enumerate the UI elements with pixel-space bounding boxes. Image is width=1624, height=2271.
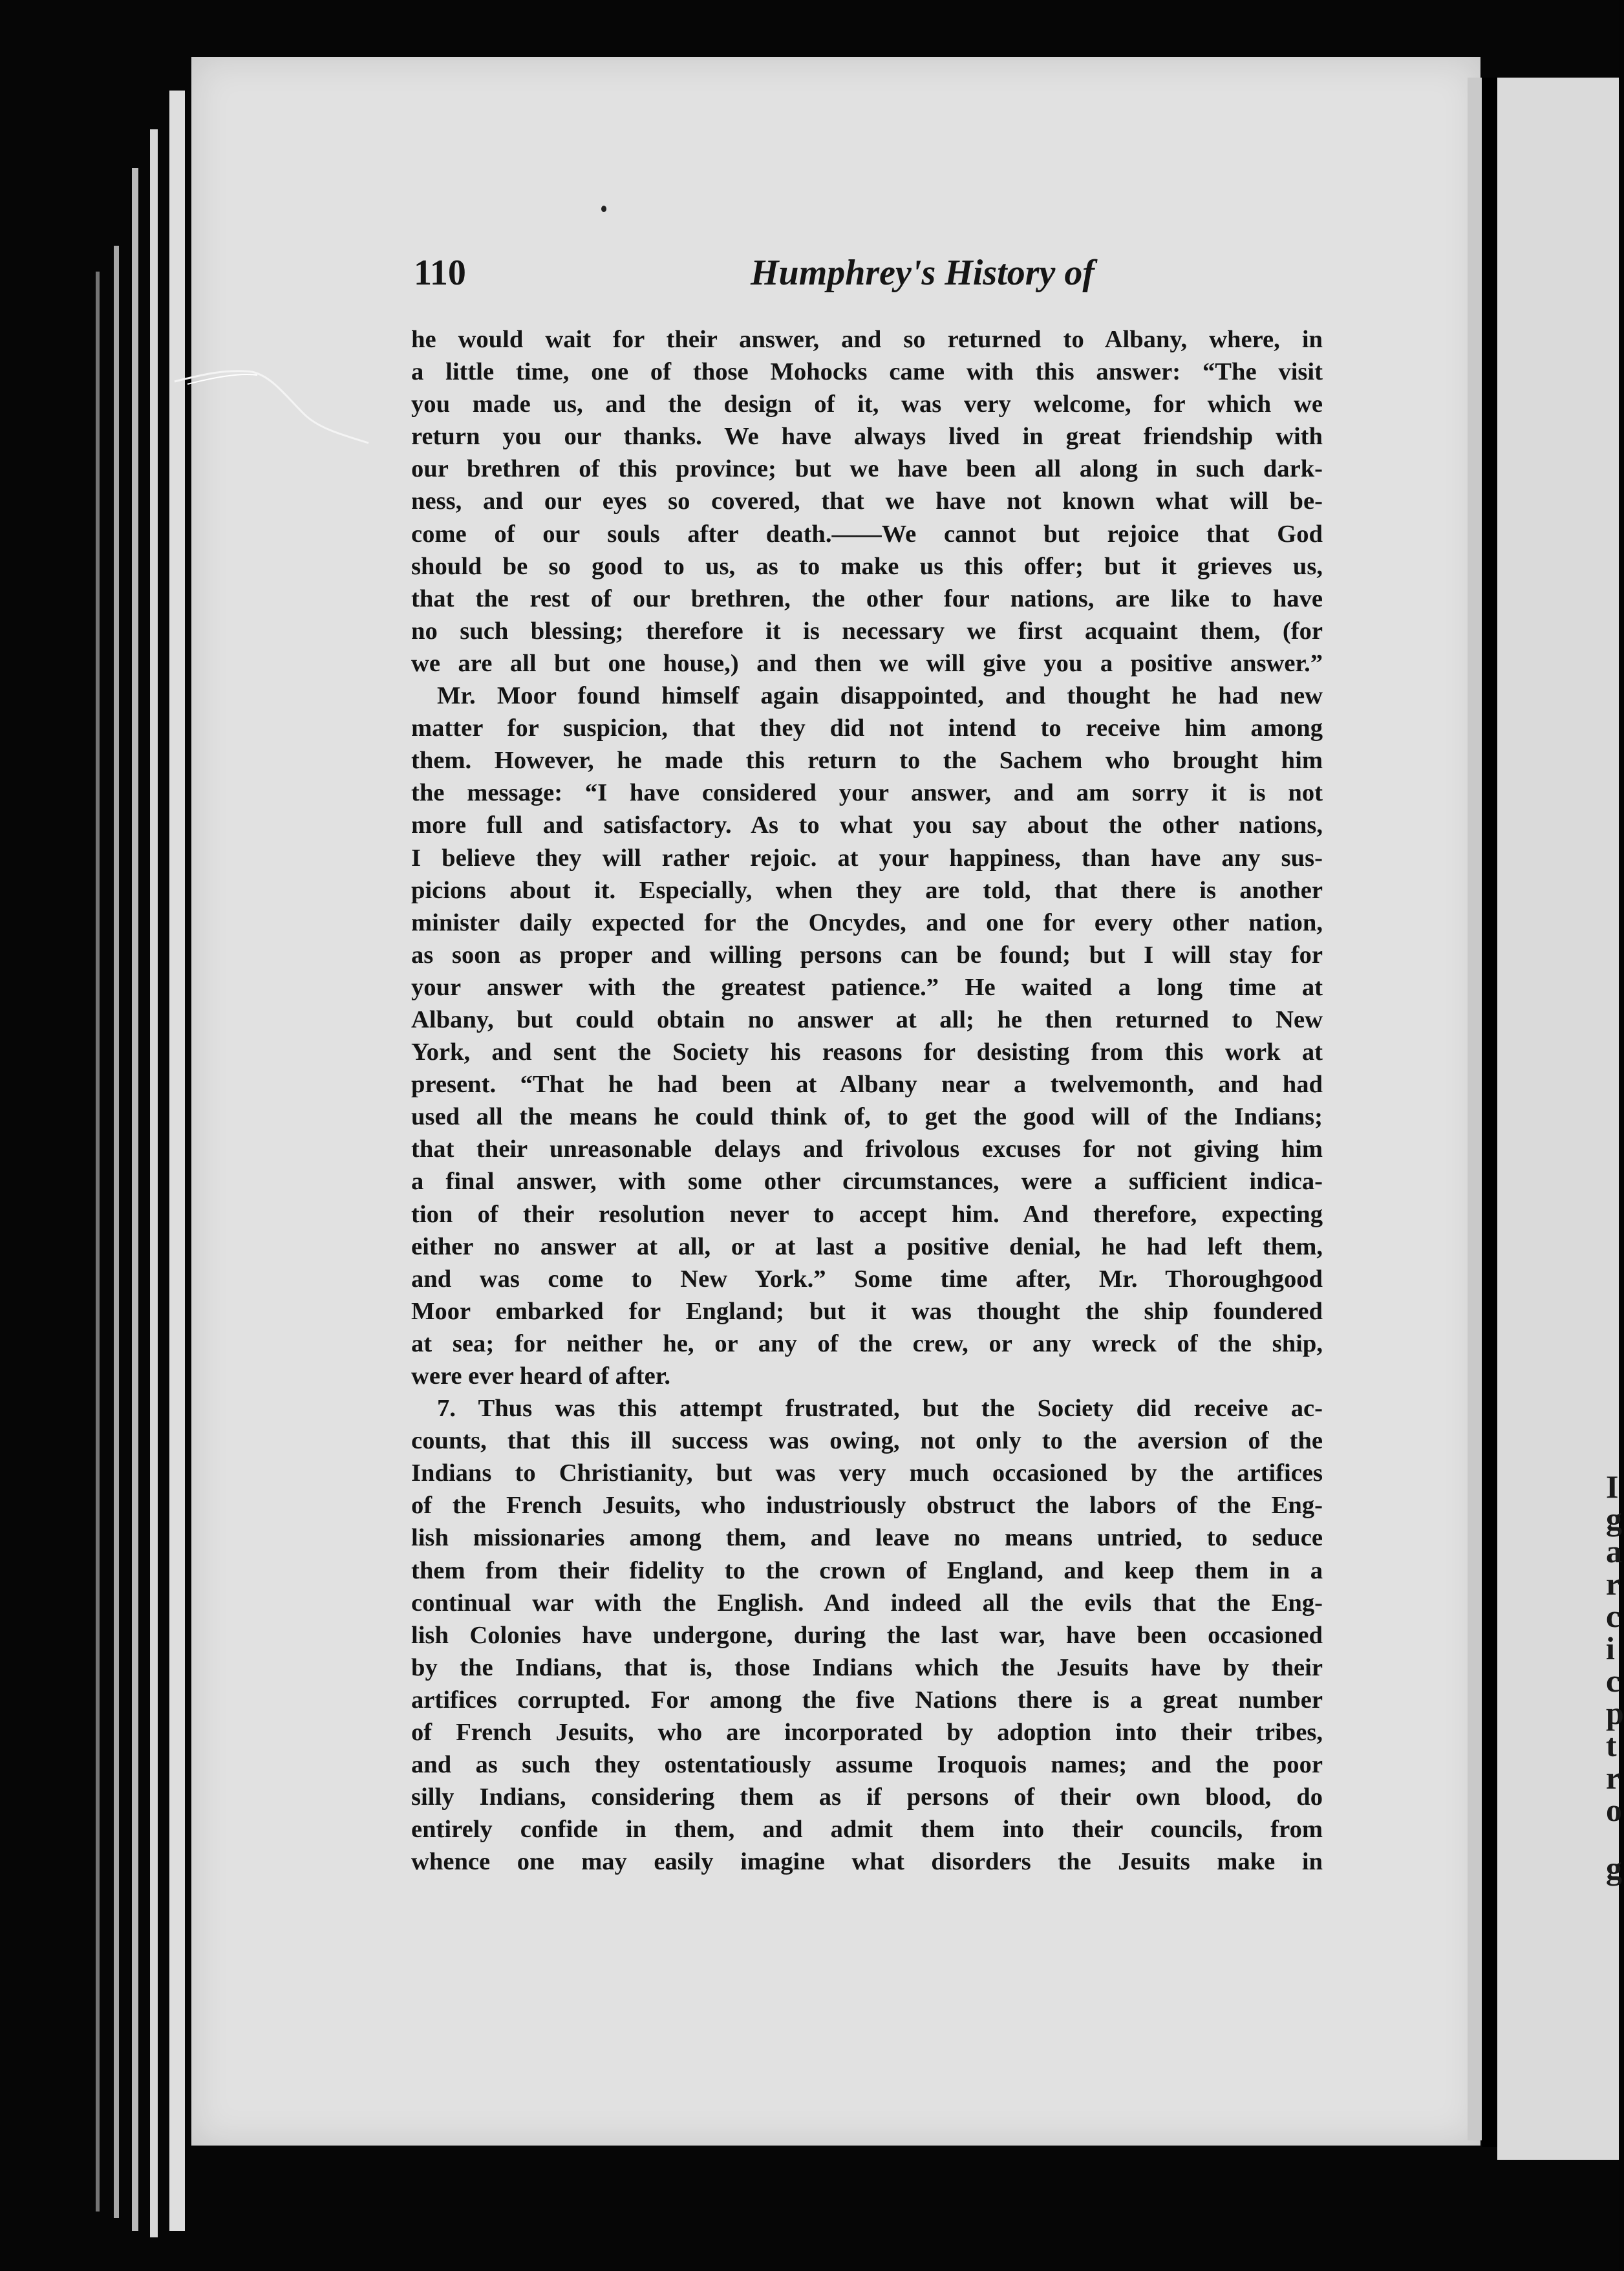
- text-line: silly Indians, considering them as if persons of their own blood, do: [411, 1783, 1323, 1811]
- text-line: you made us, and the design of it, was very welcome, for which we: [411, 391, 1323, 418]
- text-line: lish missionaries among them, and leave no means untried, to seduce: [411, 1524, 1323, 1552]
- text-line: come of our souls after death.——We cannot but rejoice that God: [411, 520, 1323, 548]
- facing-page-letter: t: [1606, 1727, 1617, 1763]
- text-line: more full and satisfactory. As to what you say about the other nations,: [411, 812, 1323, 839]
- text-line: matter for suspicion, that they did not intend to receive him among: [411, 715, 1323, 742]
- text-line: entirely confide in them, and admit them into their councils, from: [411, 1816, 1323, 1844]
- facing-page-letter: a: [1606, 1533, 1622, 1569]
- page-stack-edge: [150, 129, 158, 2237]
- facing-page-letter: g: [1606, 1850, 1622, 1886]
- text-line: Indians to Christianity, but was very much occasioned by the artifices: [411, 1459, 1323, 1487]
- book-spine: [1482, 78, 1497, 2147]
- text-line: lish Colonies have undergone, during the last war, have been occasioned: [411, 1621, 1323, 1649]
- text-line: minister daily expected for the Oncydes, and one for every other nation,: [411, 909, 1323, 936]
- text-line: York, and sent the Society his reasons for desisting from this work at: [411, 1039, 1323, 1066]
- page-edge: [1468, 78, 1482, 2140]
- page-scratch-mark: [175, 369, 394, 446]
- text-line: of the French Jesuits, who industriously obstruct the labors of the Eng-: [411, 1492, 1323, 1520]
- text-line: ness, and our eyes so covered, that we have not known what will be-: [411, 488, 1323, 515]
- page-stack-edge: [96, 272, 100, 2212]
- text-line: used all the means he could think of, to get the good will of the Indians;: [411, 1103, 1323, 1131]
- text-line: tion of their resolution never to accept him. And therefore, expecting: [411, 1200, 1323, 1228]
- facing-page-letter: I: [1606, 1469, 1619, 1505]
- text-line: were ever heard of after.: [411, 1362, 670, 1390]
- text-line: that their unreasonable delays and frivolous excuses for not giving him: [411, 1136, 1323, 1163]
- text-line: return you our thanks. We have always lived in great friendship with: [411, 423, 1323, 451]
- body-text: [411, 323, 1323, 1878]
- text-line: the message: “I have considered your answer, and am sorry it is not: [411, 779, 1323, 807]
- facing-page-letter: c: [1606, 1663, 1621, 1699]
- text-line: I believe they will rather rejoic. at your happiness, than have any sus-: [411, 844, 1323, 872]
- text-line: artifices corrupted. For among the five Nations there is a great number: [411, 1686, 1323, 1714]
- text-line: as soon as proper and willing persons can be found; but I will stay for: [411, 941, 1323, 969]
- text-line: and was come to New York.” Some time after, Mr. Thoroughgood: [411, 1265, 1323, 1293]
- text-line: them from their fidelity to the crown of England, and keep them in a: [411, 1556, 1323, 1584]
- text-line: them. However, he made this return to the Sachem who brought him: [411, 747, 1323, 775]
- page-header: [414, 252, 1321, 310]
- text-line: your answer with the greatest patience.” He waited a long time at: [411, 973, 1323, 1001]
- text-line: present. “That he had been at Albany near a twelvemonth, and had: [411, 1071, 1323, 1099]
- text-line: should be so good to us, as to make us this offer; but it grieves us,: [411, 552, 1323, 580]
- text-line: at sea; for neither he, or any of the crew, or any wreck of the ship,: [411, 1329, 1323, 1357]
- text-line: counts, that this ill success was owing, not only to the aversion of the: [411, 1427, 1323, 1455]
- text-line: that the rest of our brethren, the other four nations, are like to have: [411, 585, 1323, 612]
- facing-page-letter: g: [1606, 1501, 1622, 1537]
- facing-page-letter: p: [1606, 1695, 1624, 1731]
- text-line: a little time, one of those Mohocks came with this answer: “The visit: [411, 358, 1323, 386]
- text-line: a final answer, with some other circumstances, were a sufficient indica-: [411, 1168, 1323, 1196]
- text-line: and as such they ostentatiously assume Iroquois names; and the poor: [411, 1751, 1323, 1779]
- text-line: continual war with the English. And indeed all the evils that the Eng-: [411, 1589, 1323, 1617]
- text-line: no such blessing; therefore it is necessary we first acquaint them, (for: [411, 617, 1323, 645]
- text-line: Albany, but could obtain no answer at all; he then returned to New: [411, 1006, 1323, 1033]
- text-line: of French Jesuits, who are incorporated by adoption into their tribes,: [411, 1719, 1323, 1747]
- text-line: picions about it. Especially, when they are told, that there is another: [411, 876, 1323, 904]
- paragraph-start-line: 7. Thus was this attempt frustrated, but the Society did receive ac-: [437, 1395, 1323, 1423]
- ink-speck: [601, 206, 606, 212]
- facing-page-letter: i: [1606, 1630, 1615, 1666]
- page-number: 110: [414, 253, 466, 293]
- facing-page-letter: o: [1606, 1792, 1622, 1828]
- paragraph-start-line: Mr. Moor found himself again disappointed, and thought he had new: [437, 682, 1323, 710]
- facing-page-letter: r: [1606, 1566, 1621, 1602]
- facing-page-edge: [1497, 78, 1624, 2160]
- page-stack-edge: [114, 246, 119, 2218]
- text-line: by the Indians, that is, those Indians which the Jesuits have by their: [411, 1653, 1323, 1681]
- running-title: Humphrey's History of: [750, 253, 1095, 293]
- text-line: either no answer at all, or at last a positive denial, he had left them,: [411, 1232, 1323, 1260]
- facing-page-letter: r: [1606, 1760, 1621, 1796]
- facing-page-letter: c: [1606, 1598, 1621, 1634]
- text-line: our brethren of this province; but we have been all along in such dark-: [411, 455, 1323, 483]
- text-line: Moor embarked for England; but it was thought the ship foundered: [411, 1297, 1323, 1325]
- page-stack-edge: [132, 168, 138, 2231]
- text-line: he would wait for their answer, and so returned to Albany, where, in: [411, 326, 1323, 353]
- text-line: we are all but one house,) and then we will give you a positive answer.”: [411, 649, 1323, 677]
- text-line: whence one may easily imagine what disorders the Jesuits make in: [411, 1848, 1323, 1876]
